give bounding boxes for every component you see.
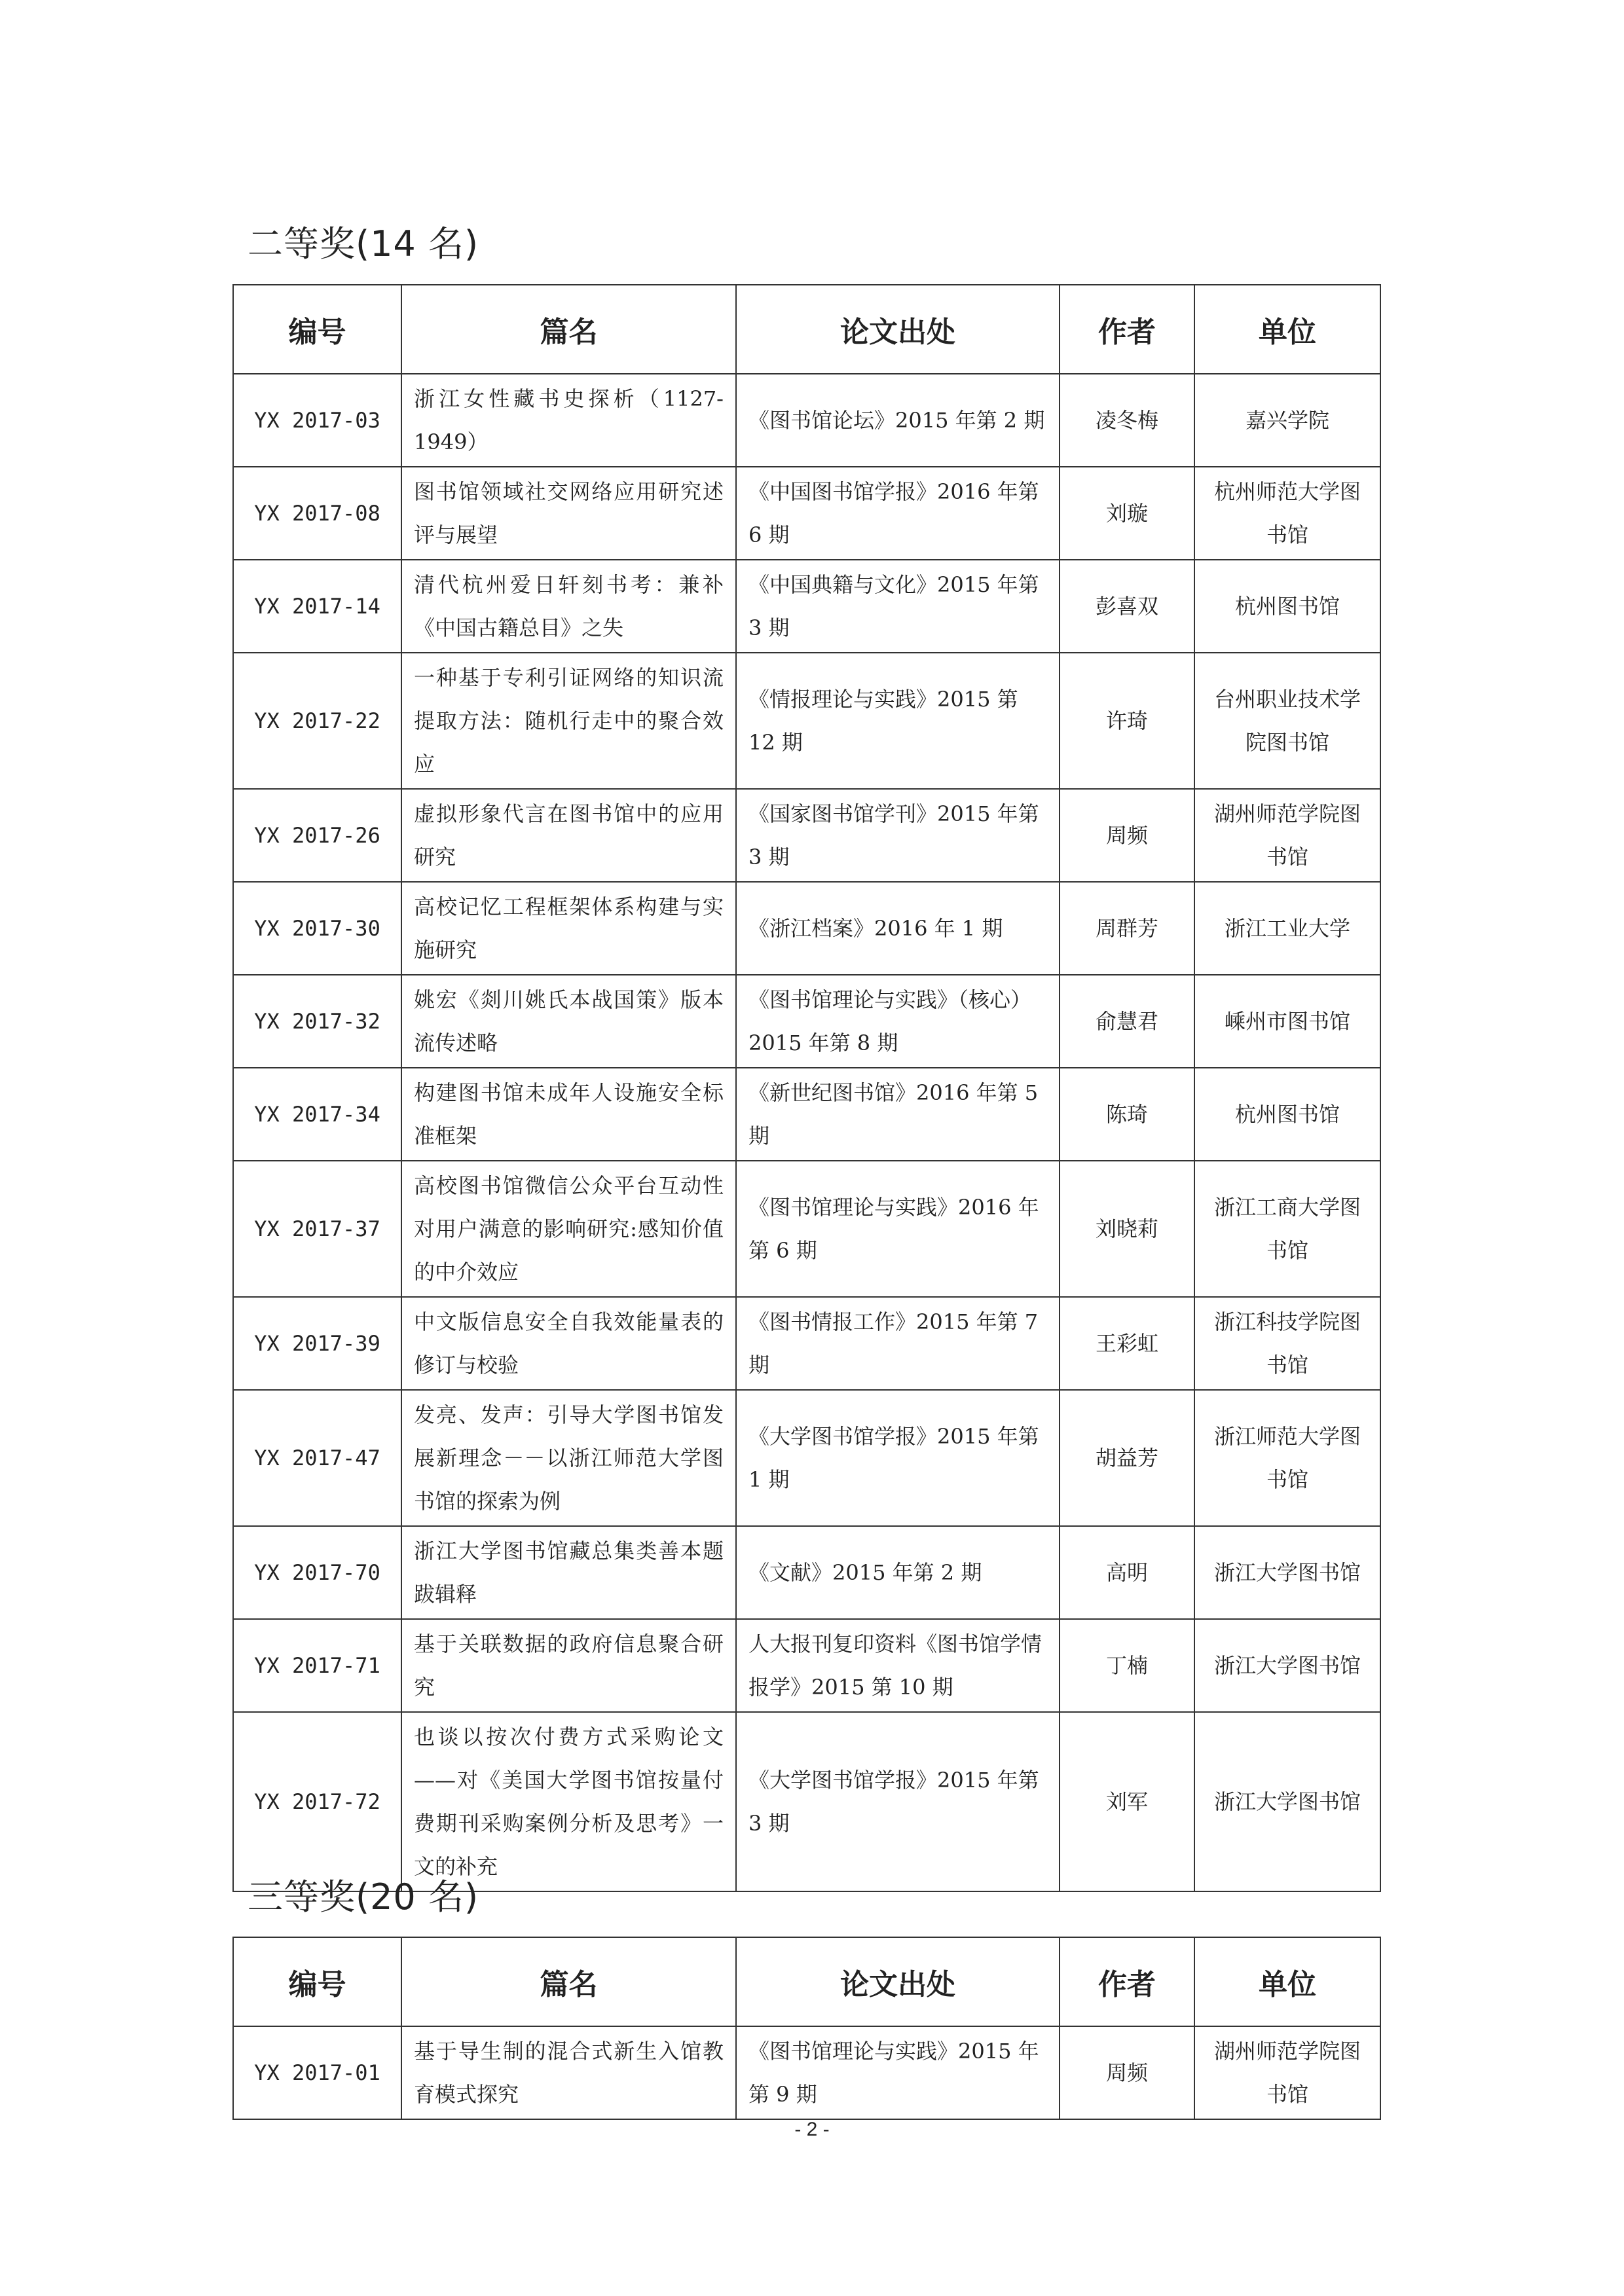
header-unit: 单位 (1194, 285, 1380, 374)
cell-id: YX 2017-22 (233, 653, 401, 789)
cell-id: YX 2017-03 (233, 374, 401, 467)
cell-id: YX 2017-47 (233, 1390, 401, 1526)
cell-unit: 嵊州市图书馆 (1194, 975, 1380, 1068)
table-row (233, 1526, 1380, 1619)
cell-unit: 浙江工商大学图书馆 (1194, 1161, 1380, 1297)
cell-id: YX 2017-01 (233, 2026, 401, 2119)
cell-id: YX 2017-37 (233, 1161, 401, 1297)
header-source: 论文出处 (736, 1937, 1060, 2026)
table-header-row (233, 285, 1380, 374)
cell-unit: 杭州师范大学图书馆 (1194, 467, 1380, 560)
cell-source: 《中国图书馆学报》2016 年第 6 期 (736, 467, 1060, 560)
table-row (233, 653, 1380, 789)
cell-source: 《图书馆理论与实践》2016 年第 6 期 (736, 1161, 1060, 1297)
cell-source: 《国家图书馆学刊》2015 年第 3 期 (736, 789, 1060, 882)
third-prize-table (232, 1937, 1381, 2120)
cell-id: YX 2017-72 (233, 1712, 401, 1891)
cell-id: YX 2017-26 (233, 789, 401, 882)
cell-unit: 湖州师范学院图书馆 (1194, 2026, 1380, 2119)
header-unit: 单位 (1194, 1937, 1380, 2026)
table-row (233, 1390, 1380, 1526)
table-row (233, 374, 1380, 467)
cell-source: 《情报理论与实践》2015 第 12 期 (736, 653, 1060, 789)
cell-source: 《图书馆理论与实践》2015 年第 9 期 (736, 2026, 1060, 2119)
header-title: 篇名 (401, 1937, 736, 2026)
cell-id: YX 2017-08 (233, 467, 401, 560)
cell-title: 清代杭州爱日轩刻书考：兼补《中国古籍总目》之失 (401, 560, 736, 653)
table-row (233, 467, 1380, 560)
cell-author: 俞慧君 (1060, 975, 1194, 1068)
cell-title: 浙江大学图书馆藏总集类善本题跋辑释 (401, 1526, 736, 1619)
table-row (233, 975, 1380, 1068)
cell-title: 图书馆领域社交网络应用研究述评与展望 (401, 467, 736, 560)
table-header-row (233, 1937, 1380, 2026)
cell-source: 人大报刊复印资料《图书馆学情报学》2015 第 10 期 (736, 1619, 1060, 1712)
header-author: 作者 (1060, 1937, 1194, 2026)
cell-author: 周频 (1060, 789, 1194, 882)
cell-unit: 湖州师范学院图书馆 (1194, 789, 1380, 882)
cell-title: 也谈以按次付费方式采购论文——对《美国大学图书馆按量付费期刊采购案例分析及思考》一文的补充 (401, 1712, 736, 1891)
cell-title: 发亮、发声：引导大学图书馆发展新理念－－以浙江师范大学图书馆的探索为例 (401, 1390, 736, 1526)
header-source: 论文出处 (736, 285, 1060, 374)
cell-id: YX 2017-14 (233, 560, 401, 653)
cell-title: 一种基于专利引证网络的知识流提取方法：随机行走中的聚合效应 (401, 653, 736, 789)
table-row (233, 1712, 1380, 1891)
cell-author: 周群芳 (1060, 882, 1194, 975)
table-row (233, 1619, 1380, 1712)
cell-source: 《大学图书馆学报》2015 年第 1 期 (736, 1390, 1060, 1526)
cell-unit: 浙江工业大学 (1194, 882, 1380, 975)
table-row (233, 882, 1380, 975)
cell-id: YX 2017-39 (233, 1297, 401, 1390)
cell-unit: 台州职业技术学院图书馆 (1194, 653, 1380, 789)
cell-source: 《新世纪图书馆》2016 年第 5 期 (736, 1068, 1060, 1161)
table-row (233, 1297, 1380, 1390)
cell-title: 浙江女性藏书史探析（1127-1949） (401, 374, 736, 467)
cell-title: 构建图书馆未成年人设施安全标准框架 (401, 1068, 736, 1161)
header-id: 编号 (233, 1937, 401, 2026)
cell-title: 虚拟形象代言在图书馆中的应用研究 (401, 789, 736, 882)
cell-source: 《图书馆理论与实践》（核心）2015 年第 8 期 (736, 975, 1060, 1068)
table-row (233, 560, 1380, 653)
cell-author: 丁楠 (1060, 1619, 1194, 1712)
cell-title: 基于关联数据的政府信息聚合研究 (401, 1619, 736, 1712)
table-row (233, 789, 1380, 882)
table-row (233, 1161, 1380, 1297)
cell-unit: 浙江大学图书馆 (1194, 1526, 1380, 1619)
section-title-second-prize: 二等奖(14 名) (248, 223, 479, 264)
cell-author: 刘晓莉 (1060, 1161, 1194, 1297)
cell-author: 刘军 (1060, 1712, 1194, 1891)
cell-title: 高校图书馆微信公众平台互动性对用户满意的影响研究:感知价值的中介效应 (401, 1161, 736, 1297)
cell-unit: 浙江大学图书馆 (1194, 1619, 1380, 1712)
cell-unit: 杭州图书馆 (1194, 1068, 1380, 1161)
cell-author: 王彩虹 (1060, 1297, 1194, 1390)
cell-source: 《图书情报工作》2015 年第 7 期 (736, 1297, 1060, 1390)
cell-author: 陈琦 (1060, 1068, 1194, 1161)
header-title: 篇名 (401, 285, 736, 374)
cell-source: 《中国典籍与文化》2015 年第 3 期 (736, 560, 1060, 653)
cell-unit: 浙江师范大学图书馆 (1194, 1390, 1380, 1526)
cell-id: YX 2017-32 (233, 975, 401, 1068)
cell-title: 高校记忆工程框架体系构建与实施研究 (401, 882, 736, 975)
table-row (233, 2026, 1380, 2119)
header-id: 编号 (233, 285, 401, 374)
cell-id: YX 2017-70 (233, 1526, 401, 1619)
cell-author: 高明 (1060, 1526, 1194, 1619)
cell-unit: 嘉兴学院 (1194, 374, 1380, 467)
cell-author: 凌冬梅 (1060, 374, 1194, 467)
cell-author: 刘璇 (1060, 467, 1194, 560)
cell-id: YX 2017-71 (233, 1619, 401, 1712)
cell-title: 中文版信息安全自我效能量表的修订与校验 (401, 1297, 736, 1390)
cell-source: 《浙江档案》2016 年 1 期 (736, 882, 1060, 975)
cell-source: 《文献》2015 年第 2 期 (736, 1526, 1060, 1619)
cell-author: 胡益芳 (1060, 1390, 1194, 1526)
page-number: - 2 - (794, 2119, 830, 2140)
cell-id: YX 2017-30 (233, 882, 401, 975)
second-prize-table (232, 284, 1381, 1892)
table-row (233, 1068, 1380, 1161)
cell-source: 《图书馆论坛》2015 年第 2 期 (736, 374, 1060, 467)
cell-unit: 浙江大学图书馆 (1194, 1712, 1380, 1891)
cell-unit: 杭州图书馆 (1194, 560, 1380, 653)
section-title-third-prize: 三等奖(20 名) (248, 1876, 479, 1918)
cell-source: 《大学图书馆学报》2015 年第 3 期 (736, 1712, 1060, 1891)
cell-title: 基于导生制的混合式新生入馆教育模式探究 (401, 2026, 736, 2119)
header-author: 作者 (1060, 285, 1194, 374)
cell-title: 姚宏《剡川姚氏本战国策》版本流传述略 (401, 975, 736, 1068)
cell-id: YX 2017-34 (233, 1068, 401, 1161)
cell-unit: 浙江科技学院图书馆 (1194, 1297, 1380, 1390)
cell-author: 周频 (1060, 2026, 1194, 2119)
cell-author: 彭喜双 (1060, 560, 1194, 653)
cell-author: 许琦 (1060, 653, 1194, 789)
